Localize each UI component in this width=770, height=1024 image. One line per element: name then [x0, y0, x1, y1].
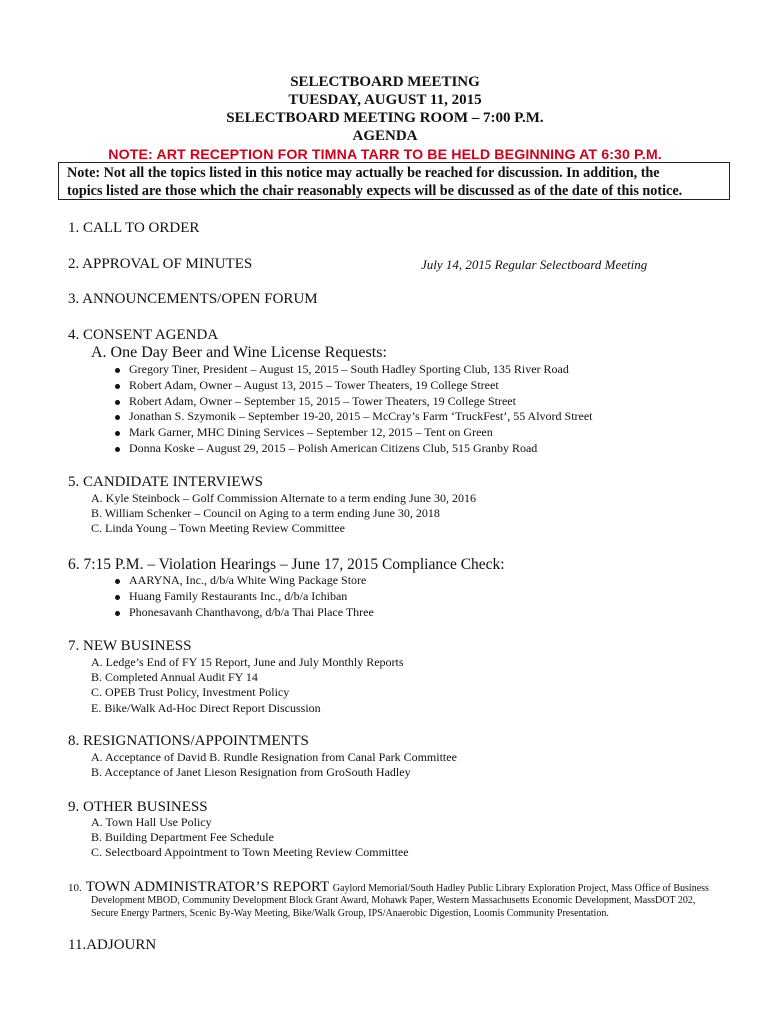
- list-item-text: AARYNA, Inc., d/b/a White Wing Package Store: [129, 573, 367, 587]
- meeting-location-time: SELECTBOARD MEETING ROOM – 7:00 P.M.: [226, 110, 544, 126]
- list-item-text: Jonathan S. Szymonik – September 19-20, 2015 – McCray’s Farm ‘TruckFest’, 55 Alvord Street: [129, 409, 593, 424]
- meeting-date: TUESDAY, AUGUST 11, 2015: [288, 92, 482, 108]
- bullet-icon: [115, 611, 120, 616]
- list-item: A. Acceptance of David B. Rundle Resignation from Canal Park Committee: [91, 750, 457, 764]
- list-item: A. Town Hall Use Policy: [91, 815, 212, 829]
- list-item: C. Linda Young – Town Meeting Review Committee: [91, 521, 345, 536]
- item-consent-agenda: 4. CONSENT AGENDA: [68, 327, 219, 343]
- list-item-text: Huang Family Restaurants Inc., d/b/a Ichiban: [129, 588, 348, 603]
- list-item: B. Building Department Fee Schedule: [91, 830, 274, 845]
- list-item-text: Gregory Tiner, President – August 15, 2015 – South Hadley Sporting Club, 135 River Road: [129, 362, 569, 376]
- report-lead: Gaylord Memorial/South Hadley Public Library Exploration Project, Mass Office of Business: [332, 883, 709, 894]
- list-item-text: Donna Koske – August 29, 2015 – Polish American Citizens Club, 515 Granby Road: [129, 440, 538, 455]
- list-item: C. Selectboard Appointment to Town Meeting Review Committee: [91, 845, 409, 860]
- new-business-list: [91, 655, 404, 716]
- other-business-list: [91, 815, 409, 861]
- list-item-text: Robert Adam, Owner – September 15, 2015 – Tower Theaters, 19 College Street: [129, 393, 516, 408]
- item-adjourn: 11.ADJOURN: [68, 937, 157, 953]
- notice-line-1: Note: Not all the topics listed in this notice may actually be reached for discussion. In addition, the: [67, 165, 660, 181]
- list-item: [112, 425, 593, 441]
- list-item-text: Mark Garner, MHC Dining Services – September 12, 2015 – Tent on Green: [129, 425, 493, 440]
- item-new-business: 7. NEW BUSINESS: [68, 638, 192, 654]
- item-resignations-appointments: 8. RESIGNATIONS/APPOINTMENTS: [68, 733, 309, 749]
- list-item: [112, 573, 374, 589]
- list-item: B. Completed Annual Audit FY 14: [91, 670, 258, 685]
- report-line: Secure Energy Partners, Scenic By-Way Meeting, Bike/Walk Group, IPS/Anaerobic Digestion, Loomis Community Presentation.: [91, 908, 609, 919]
- notice-line-2: topics listed are those which the chair reasonably expects will be discussed as of the date of this notice.: [67, 183, 683, 199]
- bullet-icon: [115, 384, 120, 389]
- list-item: E. Bike/Walk Ad-Hoc Direct Report Discussion: [91, 700, 321, 715]
- art-reception-note: NOTE: ART RECEPTION FOR TIMNA TARR TO BE HELD BEGINNING AT 6:30 P.M.: [108, 147, 662, 163]
- list-item-text: Robert Adam, Owner – August 13, 2015 – Tower Theaters, 19 College Street: [129, 377, 499, 392]
- list-item: [112, 378, 593, 394]
- bullet-icon: [115, 447, 120, 452]
- list-item: [112, 362, 593, 378]
- bullet-icon: [115, 579, 120, 584]
- report-title: TOWN ADMINISTRATOR’S REPORT: [85, 879, 330, 895]
- violation-list: [112, 573, 374, 620]
- list-item: [112, 441, 593, 457]
- item-call-to-order: 1. CALL TO ORDER: [68, 220, 200, 236]
- bullet-icon: [115, 368, 120, 373]
- list-item: A. Ledge’s End of FY 15 Report, June and July Monthly Reports: [91, 655, 404, 669]
- item-violation-hearings: 6. 7:15 P.M. – Violation Hearings – June 17, 2015 Compliance Check:: [68, 556, 505, 573]
- item-number: 10.: [68, 882, 82, 894]
- list-item: C. OPEB Trust Policy, Investment Policy: [91, 685, 290, 700]
- minutes-reference: July 14, 2015 Regular Selectboard Meeting: [421, 257, 648, 272]
- list-item: A. Kyle Steinbock – Golf Commission Alternate to a term ending June 30, 2016: [91, 491, 476, 505]
- bullet-icon: [115, 400, 120, 405]
- agenda-header: [0, 73, 770, 164]
- list-item: [112, 605, 374, 621]
- item-candidate-interviews: 5. CANDIDATE INTERVIEWS: [68, 474, 264, 490]
- list-item: B. Acceptance of Janet Lieson Resignation from GroSouth Hadley: [91, 765, 411, 780]
- bullet-icon: [115, 595, 120, 600]
- meeting-title: SELECTBOARD MEETING: [290, 74, 480, 90]
- list-item: B. William Schenker – Council on Aging to a term ending June 30, 2018: [91, 506, 440, 521]
- item-announcements: 3. ANNOUNCEMENTS/OPEN FORUM: [68, 291, 318, 307]
- item-approval-of-minutes: 2. APPROVAL OF MINUTES: [68, 256, 253, 272]
- bullet-icon: [115, 431, 120, 436]
- list-item: [112, 394, 593, 410]
- interview-list: [91, 491, 476, 537]
- notice-box: [58, 162, 730, 200]
- license-request-list: [112, 362, 593, 457]
- item-other-business: 9. OTHER BUSINESS: [68, 799, 208, 815]
- report-line: Development MBOD, Community Development Block Grant Award, Mohawk Paper, Western Massachusetts Economic Development, MassDOT 202,: [91, 895, 696, 906]
- report-details: [91, 894, 731, 920]
- list-item: [112, 589, 374, 605]
- bullet-icon: [115, 415, 120, 420]
- agenda-heading: AGENDA: [352, 128, 418, 144]
- resignations-list: [91, 750, 457, 780]
- list-item: [112, 409, 593, 425]
- consent-subheading: A. One Day Beer and Wine License Requests:: [91, 344, 387, 361]
- list-item-text: Phonesavanh Chanthavong, d/b/a Thai Place Three: [129, 604, 374, 619]
